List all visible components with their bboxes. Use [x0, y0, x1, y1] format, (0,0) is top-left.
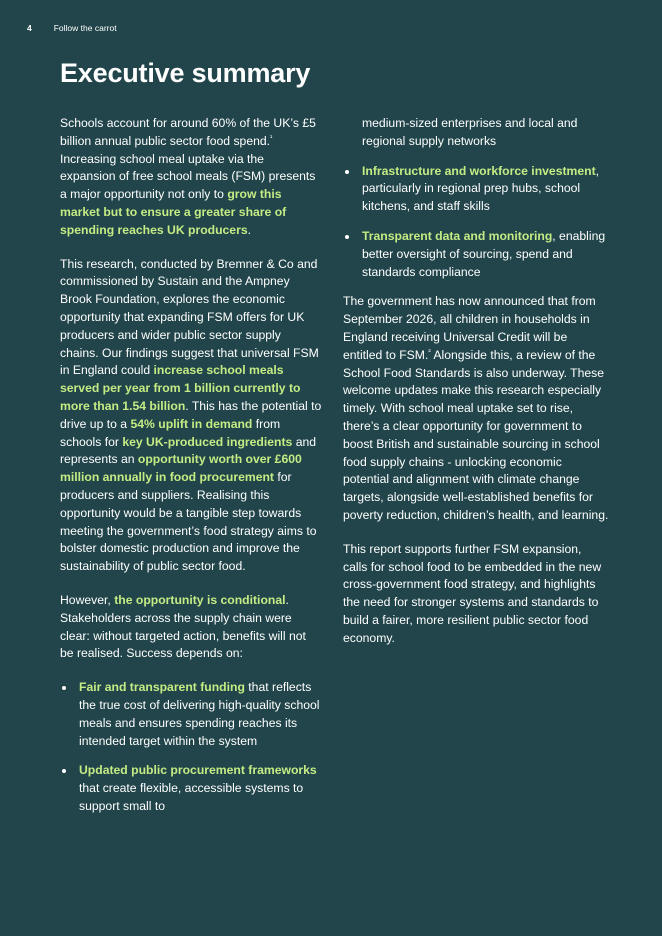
column-right	[343, 115, 609, 664]
list-item: Updated public procurement frameworks that create flexible, accessible systems to support small to	[60, 762, 322, 815]
conditional-paragraph: However, the opportunity is conditional. Stakeholders across the supply chain were clear: without targeted action, benefits will not be realised. Success depends on:	[60, 592, 306, 661]
intro-paragraph: Schools account for around 60% of the UK’s £5 billion annual public sector food spend.$^{^1}$ Increasing school meal uptake via the expansion of free school meals (FSM) presents a major opportunity not only to grow this market but to ensure a greater share of spending reaches UK producers.	[60, 116, 316, 237]
highlight-uplift: 54% uplift in demand	[130, 416, 253, 431]
page-header	[27, 23, 117, 33]
page-number: 4	[27, 23, 32, 33]
research-paragraph: This research, conducted by Bremner & Co and commissioned by Sustain and the Ampney Brook Foundation, explores the economic opportunity that expanding FSM offers for UK producers and wider public sector supply chains. Our findings suggest that universal FSM in England could increase school meals served per year from 1 billion currently to more than 1.54 billion. This has the potential to drive up to a 54% uplift in demand from schools for key UK-produced ingredients and represents an opportunity worth over £600 million annually in food procurement for producers and suppliers. Realising this opportunity would be a tangible step towards meeting the government’s food strategy aims to bolster domestic production and improve the sustainability of public sector food.	[60, 256, 322, 574]
list-item: Infrastructure and workforce investment, particularly in regional prep hubs, school kitchens, and staff skills	[343, 163, 609, 216]
highlight-meals-served: increase school meals served per year from 1 billion currently to more than 1.54 billion	[60, 363, 301, 413]
column-left	[60, 115, 322, 832]
highlight-conditional: the opportunity is conditional	[114, 592, 286, 607]
footnote-ref-1[interactable]: ¹	[270, 134, 273, 142]
success-factors-list-continued	[343, 163, 609, 282]
success-factors-list	[60, 679, 322, 816]
list-item: Fair and transparent funding that reflects the true cost of delivering high-quality school meals and ensures spending reaches its intended target within the system	[60, 679, 322, 750]
footnote-ref-2[interactable]: ²	[428, 348, 431, 356]
list-item-continuation: medium-sized enterprises and local and regional supply networks	[362, 116, 578, 148]
running-section-title: Follow the carrot	[53, 23, 117, 33]
report-support-paragraph: This report supports further FSM expansion, calls for school food to be embedded in the new cross-government food strategy, and highlights the need for stronger systems and standards to build a fairer, more resilient public sector food economy.	[343, 541, 602, 645]
highlight-grow-market: grow this market but to ensure a greater share of spending reaches UK producers	[60, 187, 287, 237]
highlight-opportunity-value: opportunity worth over £600 million annually in food procurement	[60, 452, 302, 485]
highlight-ingredients: key UK-produced ingredients	[122, 434, 293, 449]
government-paragraph: The government has now announced that from September 2026, all children in households in England receiving Universal Credit will be entitled to FSM.$^{^2}$ Alongside this, a review of the School Food Standards is also underway. These welcome updates make this research especially timely. With school meal uptake set to rise, there’s a clear opportunity for government to boost British and sustainable sourcing in school food supply chains - unlocking economic potential and alignment with climate change targets, alongside well-established benefits for poverty reduction, children’s health, and learning.	[343, 294, 609, 522]
list-item: Transparent data and monitoring, enabling better oversight of sourcing, spend and standards compliance	[343, 228, 609, 281]
page-title: Executive summary	[60, 58, 311, 88]
